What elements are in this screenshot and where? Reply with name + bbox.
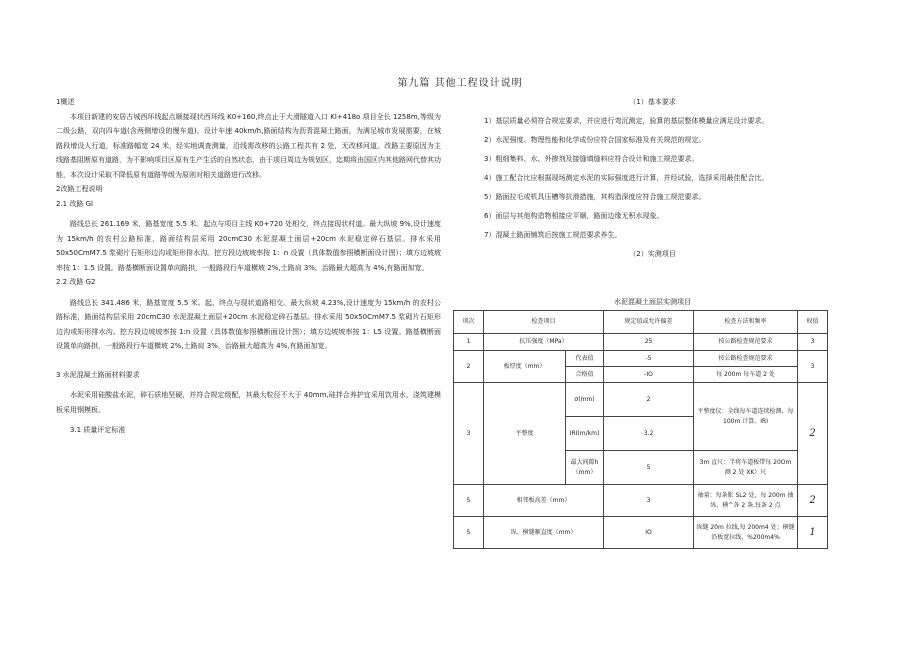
section-1-paragraph: 本项目新建的安居古城西环线起点顺接现状西环线 K0+160,终点止于大滑隧道入口 Kl+418o 项目全长 1258m,等级为二级公路，双向四车道(含两侧增设的慢车道)，设计车速 40km/h,路面结构为沥青混凝土路面，为满足城市发展需要，在城路段增设人行道，标准路幅宽 24 米，经实地调查测量，沿线需改移的公路工程共有 2 处，无改移河道。改路主要原因为主线路基阻断原有道路，为不影响项目区原有生产生活的自然状态，由于项目周边为规划区，迄期将由国区内其他路网代替其功能，本次设计采取不降低原有道路等级为原则对相关道路进行改移。	[56, 112, 441, 179]
header-no: 项次	[454, 311, 484, 334]
table-row: 最大间隙h（mm） 5 3m 直尺：半将车道板带每 20Om 测 2 处 XK）尺	[454, 451, 828, 485]
requirement-3: 3）粗细集料、水、外掺剂及接缝填缝料应符合设计和施工规范要求。	[484, 154, 699, 163]
section-1-heading: 1概述	[56, 98, 75, 106]
requirement-4: 4）施工配合比应根据现场测定水泥的实际强度进行计算，并经试验，选择采用最佳配合比。	[484, 173, 769, 182]
measured-items-heading: （2）实测项目	[629, 249, 676, 258]
measurement-table	[453, 310, 828, 549]
section-2-1-paragraph: 路线总长 261.169 米，路基宽度 5.5 米。起点与项目主线 K0+720 处相交，终点接现状村道。最大纵坡 9%,设计速度为 15km/h 的农村公路标准，路面结构层采用 20cmC30 水泥混凝土面层+20cm 水泥稳定碎石基层。排水采用 50x50CmM7.5 浆砌片石矩形边沟或矩形排水沟。挖方段边坡坡率按 1：n 设置（具体数值参照横断面设计图）；填方边坡坡率按 1：1.5 设置。路基横断面设置单向路拱，一般路段行车道横坡 2%,土路肩 3%。治路最大超高为 4%,有路面加宽。	[56, 220, 441, 272]
requirement-5: 5）路面拉毛或机具压槽等抗滑措施，其构造深度应符合施工规范要求。	[484, 192, 706, 201]
right-column	[470, 95, 835, 261]
section-2-2-heading: 2.2 改路 G2	[56, 278, 96, 286]
table-row: 5 相邻板高差（mm） 3 抽量：每条胀 SL2 处，每 200m 抽纵、横^各 2 条,每条 2 点 2	[454, 485, 828, 517]
header-tolerance: 规定值或允许偏差	[604, 311, 694, 334]
section-3-heading: 3 水泥混凝土路面材料要求	[56, 370, 140, 379]
section-3-1-heading: 3.1 质量评定标准	[70, 426, 126, 434]
table-row: 1 抗压强度（MPa） 25 按公路检查规范要求 3	[454, 334, 828, 351]
table-row: 合格值 -IO 每 200m 每车道 2 处	[454, 367, 828, 383]
table-title: 水泥混凝土面层实测项目	[614, 298, 691, 306]
header-item: 检查项目	[484, 311, 604, 334]
section-2-1-heading: 2.1 改路 Gl	[56, 199, 93, 208]
section-3-paragraph: 水泥采用硅酸盐水泥，碎石质地坚硬，并符合规定级配，其最大粒径不大于 40mm,硅拌合养护宜采用饮用水，浇筑建模板采用钢模板。	[56, 391, 441, 414]
left-column	[56, 95, 441, 438]
requirement-7: 7）混凝土路面铺筑后按施工规范要求养生。	[484, 230, 622, 239]
basic-requirements-heading: （1）基本要求	[629, 98, 676, 106]
requirement-1: 1）基层质量必须符合规定要求，并应进行弯沉测定，验算的基层整体模量应满足设计要求。	[484, 116, 769, 125]
page-title: 第九篇 其他工程设计说明	[397, 78, 523, 89]
section-2-2-paragraph: 路线总长 341.486 米，路基宽度 5.5 米。起、终点与现状道路相交。最大纵坡 4.23%,设计速度为 15km/h 的农村公路标准，路面结构层采用 20cmC30 水泥混凝土面层+20cm 水泥稳定碎石基层。排水采用 50x50CmM7.5 浆砌片石矩形边沟或矩形排水沟。挖方段边坡坡率按 1:n 设置（具体数值参照横断面设计图）；填方边坡坡率按 1：L5 设置。路基横断面设置单向路拱，一般路段行车道横坡 2%,土路肩 3%，治路最大超高为 4%,有路面加宽。	[56, 298, 441, 350]
table-row: 3 平整度 σ(mm) 2 平整度仪：全线每车道连续检测，每 100m 计算。IRI 2	[454, 383, 828, 417]
table-row: 2 板厚度（mm） 代表值 -5 按公路检查规范要求 3	[454, 351, 828, 367]
requirement-6: 6）面层与其他构造物相接应平顺，路面边缘无积水现象。	[484, 211, 664, 220]
table-header-row	[454, 311, 828, 334]
header-weight: 权值	[798, 311, 828, 334]
table-row: 5 纵、横缝顺直度（mm） IO 纵缝 20m 拉线,每 200m4 处；横缝沿板宽拉线，%200m4% 1	[454, 517, 828, 549]
requirement-2: 2）水泥强度、物理性能和化学成份应符合国家标准及有关规范的规定。	[484, 135, 706, 144]
table-row: IRI(m/km) 3.2	[454, 417, 828, 451]
header-method: 检查方法和频率	[694, 311, 798, 334]
section-2-heading: 2改路工程说明	[56, 185, 103, 193]
